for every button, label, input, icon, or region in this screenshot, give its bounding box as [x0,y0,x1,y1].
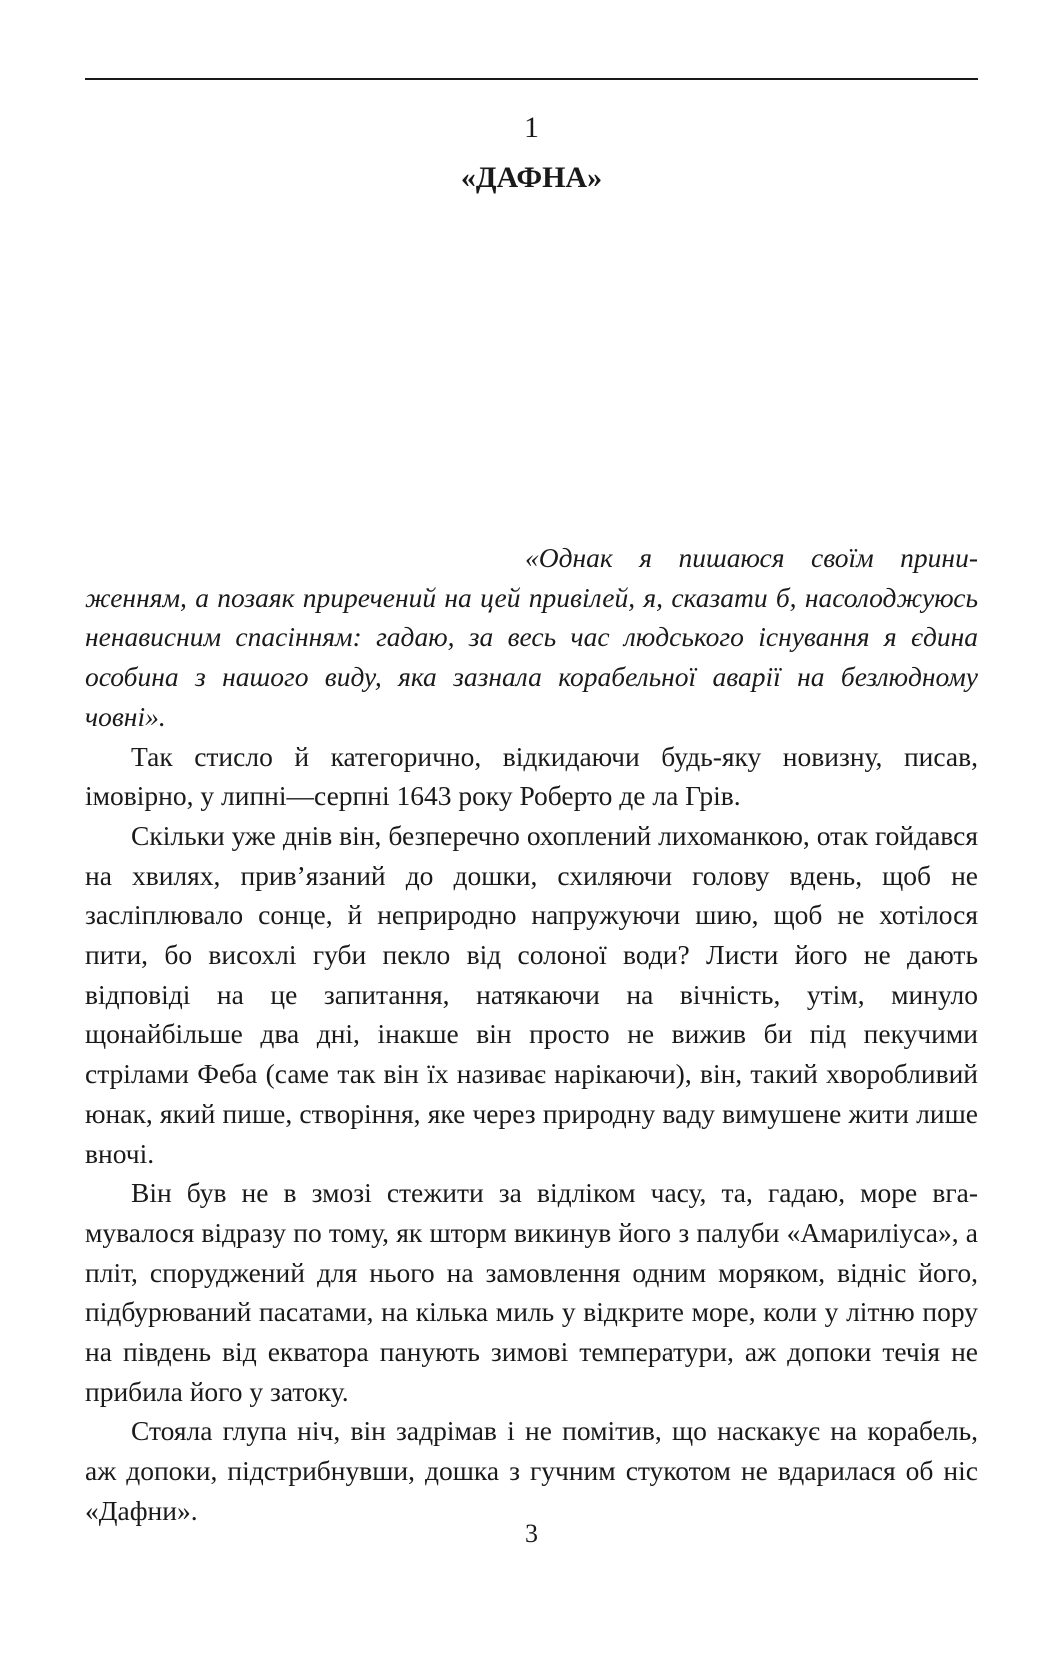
chapter-number: 1 [524,111,539,144]
paragraph-1: Так стисло й категорично, відкидаючи будь-яку новизну, писав, імовірно, у липні—серпні 1643 року Роберто де ла Грів. [85,740,978,812]
chapter-title: «ДАФНА» [460,161,603,194]
body-text [85,538,978,1531]
paragraph-3: Він був не в змозі стежити за відліком часу, та, гадаю, море вгамувалося відразу по тому, як шторм викинув його з палуби «Амарилiуса», а пліт, споруджений для нього на замовлення одним моряком, відніс його, підбурюваний пасатами, на кілька миль у відкрите море, коли у літню пору на південь від екватора панують зимові температури, аж допоки течія не прибила його у затоку. [85,1177,978,1407]
paragraph-4: Стояла глупа ніч, він задрімав і не помітив, що наскакує на корабель, аж допоки, підстрибнувши, дошка з гучним стукотом не вдарилася об ніс «Дафни». [85,1415,978,1526]
page-number: 3 [525,1519,538,1548]
epigraph: «Однак я пишаюся своїм приниженням, а позаяк приречений на цей привілей, я, сказати б, насолоджуюсь ненависним спасінням: гадаю, за весь час людського існування я єдина особина з нашого виду, яка зазнала корабельної аварії на безлюдному човні». [85,542,978,732]
paragraph-2: Скільки уже днів він, безперечно охоплений лихоманкою, отак гойдався на хвилях, прив’язаний до дошки, схиляючи голову вдень, щоб не засліплювало сонце, й неприродно напружуючи шию, щоб не хотілося пити, бо висохлі губи пекло від солоної води? Листи його не дають відповіді на це запитання, натякаючи на вічність, утім, минуло щонайбільше два дні, інакше він просто не вижив би під пекучими стрілами Феба (саме так він їх називає нарікаючи), він, такий хворобливий юнак, який пише, створіння, яке через природну ваду вимушене жити лише вночі. [85,819,978,1169]
top-rule [85,78,978,80]
